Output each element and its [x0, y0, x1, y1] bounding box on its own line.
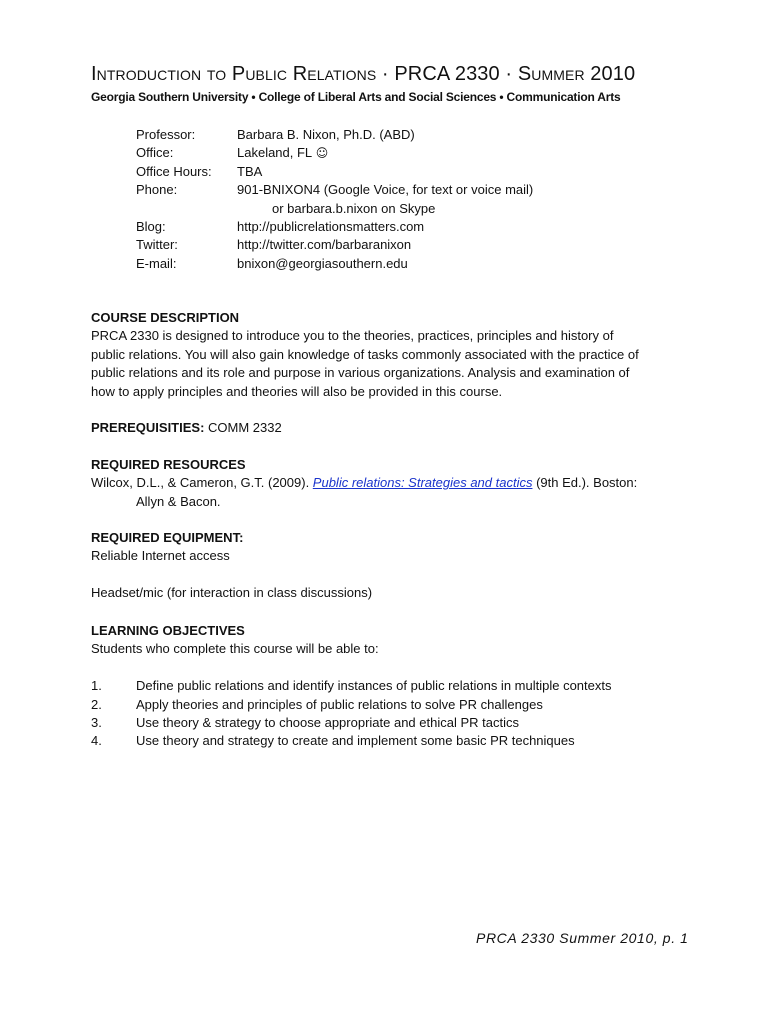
contact-info: [136, 126, 533, 273]
phone-row: [136, 181, 533, 199]
objective-item: [91, 677, 691, 695]
blog-label: Blog:: [136, 219, 166, 235]
email-row: [136, 255, 533, 273]
spacer: [91, 659, 691, 677]
prerequisites-value: COMM 2332: [204, 420, 282, 435]
phone-label: Phone:: [136, 182, 178, 198]
objective-number: 3.: [91, 715, 102, 731]
page-footer: PRCA 2330 Summer 2010, p. 1: [476, 930, 689, 946]
professor-label: Professor:: [136, 127, 196, 142]
office-hours-label: Office Hours:: [136, 163, 212, 179]
document-title: Introduction to Public Relations · PRCA 2330 · Summer 2010: [91, 63, 636, 85]
objective-number: 2.: [91, 696, 102, 712]
objective-item: [91, 696, 691, 714]
prerequisites-line: [91, 419, 691, 437]
document-subtitle: Georgia Southern University • College of Liberal Arts and Social Sciences • Communication Arts: [91, 90, 621, 104]
course-description-line: how to apply principles and theories will also be provided in this course.: [91, 383, 503, 399]
citation-line-2: Allyn & Bacon.: [136, 493, 221, 509]
email-label: E-mail:: [136, 255, 177, 271]
smiley-icon: ☺: [315, 146, 329, 161]
citation-suffix: (9th Ed.). Boston:: [532, 475, 638, 491]
objective-text: Use theory and strategy to create and implement some basic PR techniques: [136, 733, 575, 749]
course-description-line: PRCA 2330 is designed to introduce you to the theories, practices, principles and history of: [91, 328, 614, 344]
citation-prefix: Wilcox, D.L., & Cameron, G.T. (2009).: [91, 475, 313, 491]
prerequisites-heading: PREREQUISITIES:: [91, 420, 205, 435]
twitter-link[interactable]: http://twitter.com/barbaranixon: [237, 237, 412, 253]
equipment-item: Reliable Internet access: [91, 548, 230, 564]
objectives-intro: Students who complete this course will be able to:: [91, 641, 379, 657]
equipment-item: Headset/mic (for interaction in class discussions): [91, 585, 373, 601]
objective-text: Apply theories and principles of public relations to solve PR challenges: [136, 696, 543, 712]
skype-value: or barbara.b.nixon on Skype: [272, 200, 436, 216]
office-label: Office:: [136, 145, 174, 161]
professor-row: [136, 126, 533, 144]
office-row: [136, 144, 533, 162]
resources-section: [91, 456, 691, 511]
blog-link[interactable]: http://publicrelationsmatters.com: [237, 219, 425, 235]
resources-heading: REQUIRED RESOURCES: [91, 457, 246, 472]
twitter-label: Twitter:: [136, 237, 178, 253]
spacer: [91, 566, 691, 584]
equipment-heading: REQUIRED EQUIPMENT:: [91, 530, 244, 545]
objectives-heading: LEARNING OBJECTIVES: [91, 623, 245, 638]
course-description-heading: COURSE DESCRIPTION: [91, 310, 240, 325]
objectives-section: [91, 622, 691, 751]
twitter-row: [136, 236, 533, 254]
office-hours-value: TBA: [237, 163, 263, 179]
office-hours-row: [136, 163, 533, 181]
phone-value: 901-BNIXON4 (Google Voice, for text or voice mail): [237, 182, 534, 198]
objective-text: Use theory & strategy to choose appropriate and ethical PR tactics: [136, 715, 519, 731]
citation-line: [91, 474, 691, 492]
skype-row: [136, 200, 533, 218]
equipment-section: [91, 529, 691, 603]
blog-row: [136, 218, 533, 236]
book-title-link[interactable]: Public relations: Strategies and tactics: [312, 475, 533, 491]
course-description-line: public relations and its role and purpose in various organizations. Analysis and examination of: [91, 365, 630, 381]
email-link[interactable]: bnixon@georgiasouthern.edu: [237, 255, 408, 271]
course-description-line: public relations. You will also gain knowledge of tasks commonly associated with the practice of: [91, 346, 639, 362]
objective-text: Define public relations and identify instances of public relations in multiple contexts: [136, 678, 612, 694]
prerequisites-section: [91, 419, 691, 437]
objective-number: 4.: [91, 733, 102, 749]
office-value: Lakeland, FL: [237, 145, 313, 161]
objective-item: [91, 732, 691, 750]
objective-item: [91, 714, 691, 732]
objective-number: 1.: [91, 678, 102, 694]
course-description-section: [91, 309, 691, 401]
professor-value: Barbara B. Nixon, Ph.D. (ABD): [237, 127, 415, 142]
